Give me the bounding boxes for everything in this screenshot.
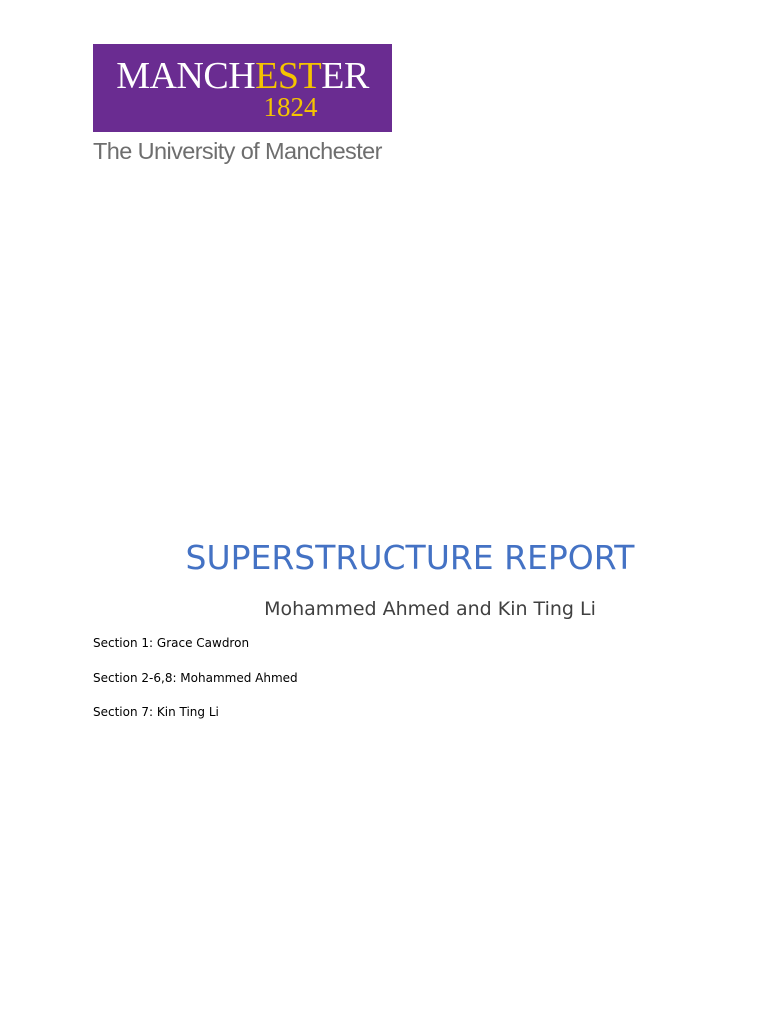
logo-badge: [93, 44, 392, 132]
logo-word-part2: EST: [255, 55, 322, 97]
report-authors: Mohammed Ahmed and Kin Ting Li: [264, 598, 596, 620]
section-credit-2: Section 2-6,8: Mohammed Ahmed: [93, 671, 298, 685]
logo-word-part1: MANCH: [116, 55, 256, 97]
report-title: SUPERSTRUCTURE REPORT: [185, 538, 635, 577]
logo-wordmark: [93, 56, 392, 96]
section-credit-3: Section 7: Kin Ting Li: [93, 705, 219, 719]
university-logo: [93, 44, 393, 166]
logo-caption: The University of Manchester: [93, 138, 382, 164]
logo-year: 1824: [263, 92, 318, 122]
section-credit-1: Section 1: Grace Cawdron: [93, 636, 250, 650]
logo-word-part3: ER: [321, 55, 369, 97]
